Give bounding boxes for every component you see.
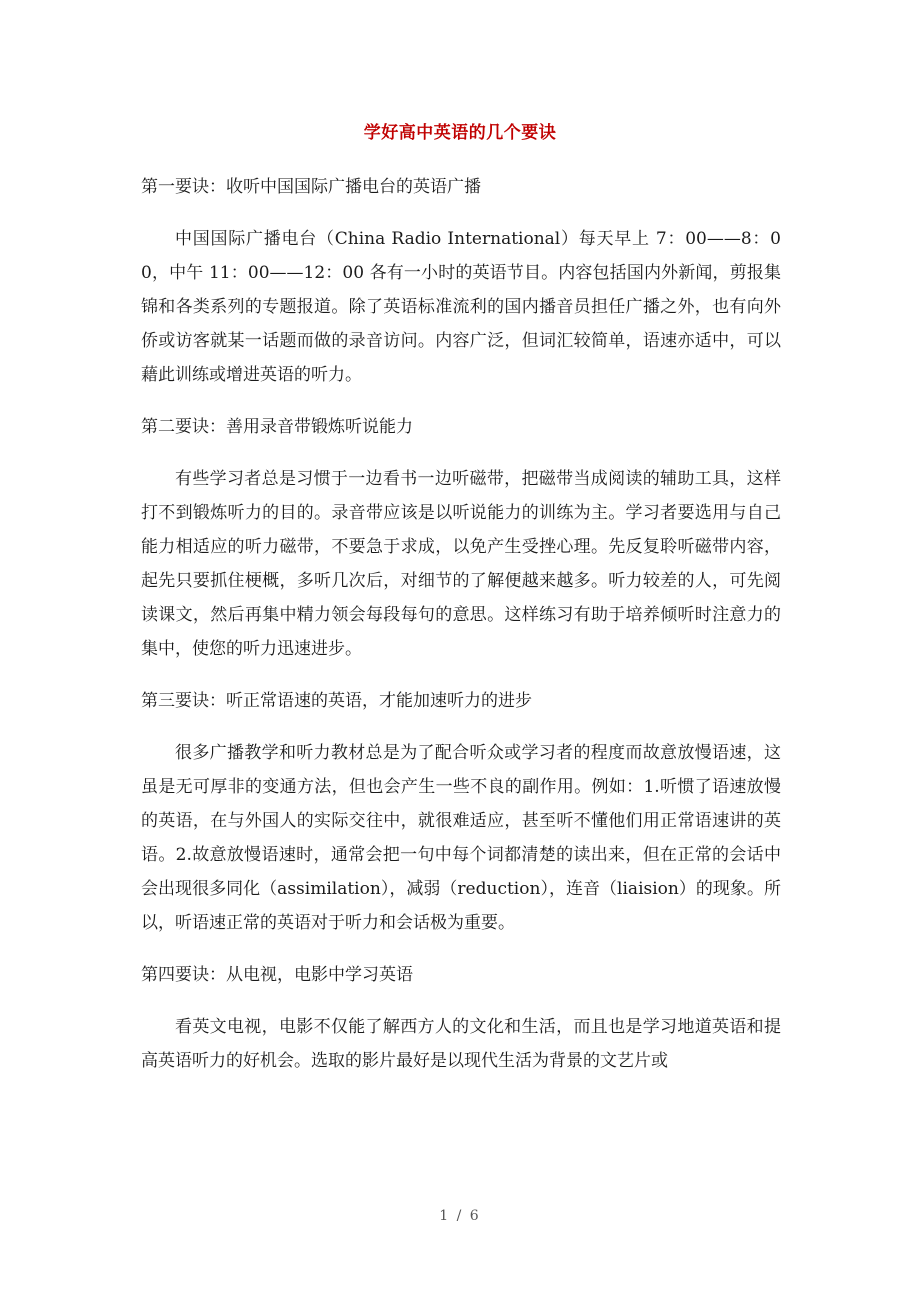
section-heading-4: 第四要诀：从电视，电影中学习英语 <box>141 965 413 985</box>
section-paragraph-4: 看英文电视，电影不仅能了解西方人的文化和生活，而且也是学习地道英语和提高英语听力的好机会。选取的影片最好是以现代生活为背景的文艺片或 <box>141 1017 781 1071</box>
document-body <box>141 170 781 1096</box>
page-number: 1 / 6 <box>439 1208 481 1224</box>
document-title: 学好高中英语的几个要诀 <box>363 123 557 143</box>
section-paragraph-1: 中国国际广播电台（China Radio International）每天早上 7：00——8：00，中午 11：00——12：00 各有一小时的英语节目。内容包括国内外新闻，剪报集锦和各类系列的专题报道。除了英语标准流利的国内播音员担任广播之外，也有向外侨或访客就某一话题而做的录音访问。内容广泛，但词汇较简单，语速亦适中，可以藉此训练或增进英语的听力。 <box>141 229 781 385</box>
section-heading-1: 第一要诀：收听中国国际广播电台的英语广播 <box>141 177 481 197</box>
section-heading-2: 第二要诀：善用录音带锻炼听说能力 <box>141 417 413 437</box>
section-paragraph-2: 有些学习者总是习惯于一边看书一边听磁带，把磁带当成阅读的辅助工具，这样打不到锻炼听力的目的。录音带应该是以听说能力的训练为主。学习者要选用与自己能力相适应的听力磁带，不要急于求成，以免产生受挫心理。先反复聆听磁带内容，起先只要抓住梗概，多听几次后，对细节的了解便越来越多。听力较差的人，可先阅读课文，然后再集中精力领会每段每句的意思。这样练习有助于培养倾听时注意力的集中，使您的听力迅速进步。 <box>141 469 781 659</box>
section-heading-3: 第三要诀：听正常语速的英语，才能加速听力的进步 <box>141 691 532 711</box>
section-paragraph-3: 很多广播教学和听力教材总是为了配合听众或学习者的程度而故意放慢语速，这虽是无可厚非的变通方法，但也会产生一些不良的副作用。例如：1.听惯了语速放慢的英语，在与外国人的实际交往中，就很难适应，甚至听不懂他们用正常语速讲的英语。2.故意放慢语速时，通常会把一句中每个词都清楚的读出来，但在正常的会话中会出现很多同化（assimilation），减弱（reduction），连音（liaision）的现象。所以，听语速正常的英语对于听力和会话极为重要。 <box>141 743 781 933</box>
